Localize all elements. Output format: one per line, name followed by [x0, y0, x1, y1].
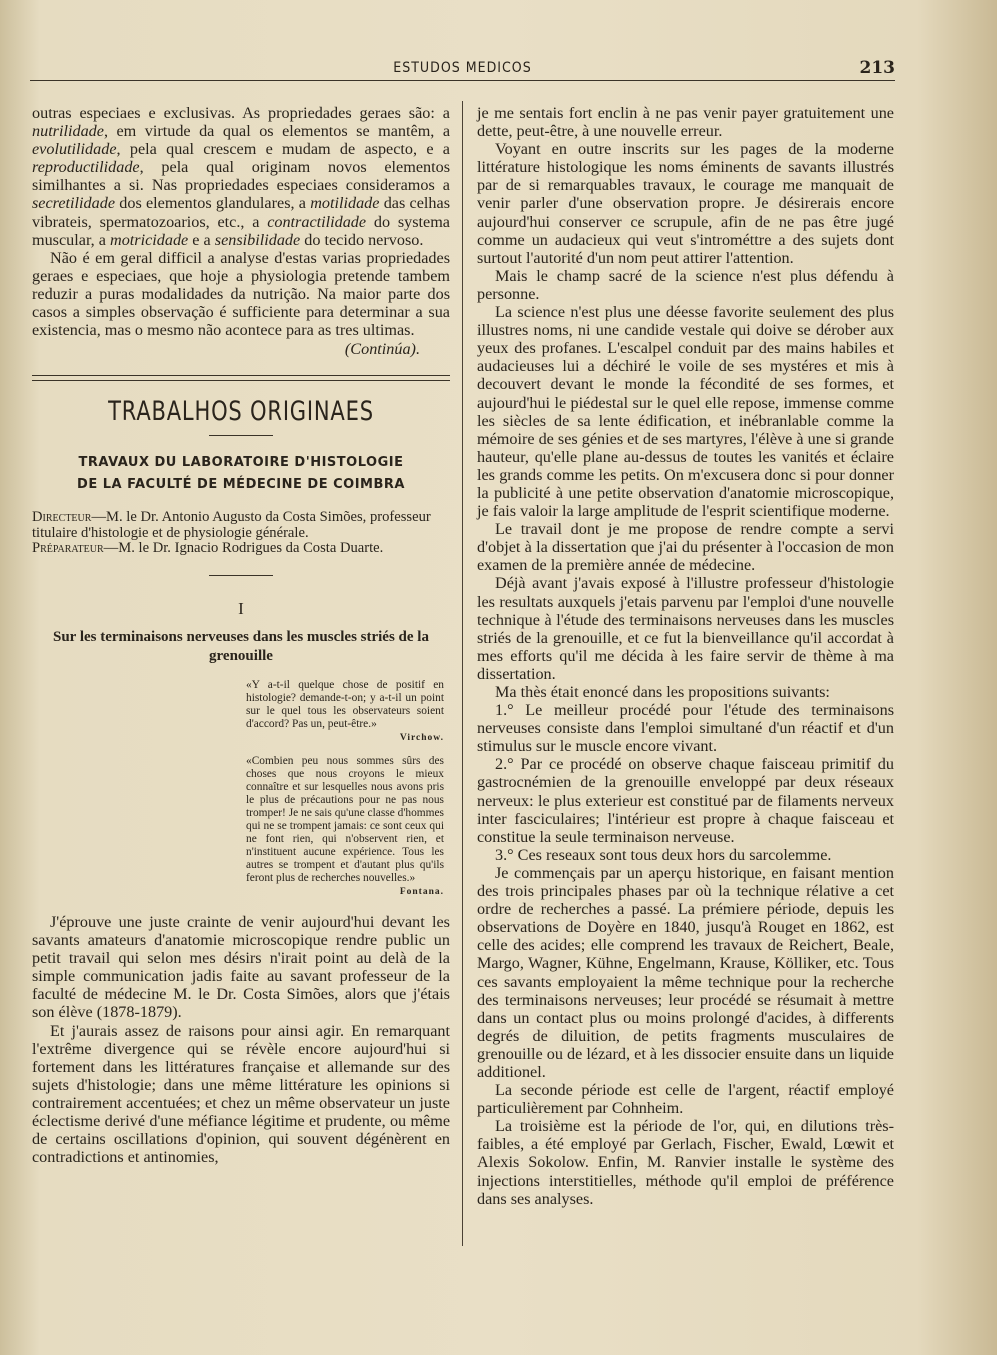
right-column — [477, 104, 894, 1208]
page-header — [30, 58, 895, 81]
page-number: 213 — [859, 58, 895, 78]
paragraph: La seconde période est celle de l'argent, réactif employé particulièrement par Cohnheim. — [477, 1081, 894, 1118]
proposition-1: 1.° Le meilleur procédé pour l'étude des terminaisons nerveuses consiste dans l'emploi simultané d'un réactif et d'un stimulus sur le muscle encore vivant. — [477, 701, 894, 756]
paragraph: La troisième est la période de l'or, qui, en dilutions très-faibles, a été employé par Gerlach, Fischer, Ewald, Lœwit et Alexis Sokolow. Enfin, M. Ranvier installe le système des injections interstitielles, méthode qu'il emploi de préférence dans ses analyses. — [477, 1117, 894, 1208]
director-line: Directeur—M. le Dr. Antonio Augusto da Costa Simões, professeur titulaire d'histologie et de physiologie générale. — [32, 509, 431, 541]
laboratory-subtitle: TRAVAUX DU LABORATOIRE D'HISTOLOGIE DE LA FACULTÉ DE MÉDECINE DE COIMBRA — [77, 455, 405, 493]
chapter-number: I — [238, 598, 244, 618]
running-title: ESTUDOS MEDICOS — [393, 60, 532, 76]
paragraph: Déjà avant j'avais exposé à l'illustre professeur d'histologie les resultats auxquels j'etais parvenu par l'emploi d'une nouvelle technique à l'étude des terminaisons nerveuses dans les muscles striés de la grenouille, et ce fut la bienveillance qu'il accordat à mes efforts qu'il me décida à les faire servir de thème à ma dissertation. — [477, 574, 894, 683]
proposition-3: 3.° Ces reseaux sont tous deux hors du sarcolemme. — [495, 845, 832, 864]
staff-rule — [209, 575, 273, 576]
title-rule — [209, 435, 273, 436]
paragraph-analysis: Não é em geral difficil a analyse d'estas varias propriedades geraes e especiaes, que hoje a physiologia pretende tambem reduzir a puras modalidades da nutrição. Na maior parte dos casos a simples observação é sufficiente para determinar a sua existencia, mas o mesmo não acontece para as tres ultimas. — [32, 248, 450, 340]
section-separator — [32, 375, 450, 381]
paragraph: Le travail dont je me propose de rendre compte a servi d'objet à la dissertation que j'ai du présenter à l'occasion de mon examen de la première année de médecine. — [477, 520, 894, 575]
column-divider — [462, 101, 463, 1246]
epigraph-author: Virchow. — [399, 733, 444, 743]
paragraph: La science n'est plus une déesse favorite seulement des plus illustres noms, ni une candide vestale qui doive se dérober aux yeux des profanes. L'escalpel conduit par des mains habiles et audacieuses lui a déchiré le voile de ses mystéres et mis à decouvert devant le monde la fécondité de ses formes, et aujourd'hui le piédestal sur le quel elle repose, immense comme les siècles de sa lente édification, et inébranlable comme la mémoire de ses génies et de ses martyres, l'élève à une si grande hauteur, qu'elle plane au-dessus de toutes les vanités et éclaire les grands comme les petits. On m'excusera donc si pour donner la publicité à une petite observation d'anatomie microscopique, je fais valoir la large amplitude de l'esprit scientifique moderne. — [477, 303, 894, 521]
preparateur-line: Préparateur—M. le Dr. Ignacio Rodrigues da Costa Duarte. — [32, 540, 384, 557]
continua-note: (Continúa). — [344, 340, 420, 359]
article-title: Sur les terminaisons nerveuses dans les muscles striés de la grenouille — [53, 629, 429, 664]
paragraph: Je commençais par un aperçu historique, en faisant mention des trois principales phases par où la technique rélative a cet ordre de recherches a passé. La prémiere période, depuis les observations de Doyère en 1840, jusqu'à Rouget en 1862, est celle des acides; elle comprend les travaux de Reichert, Beale, Margo, Wagner, Kühne, Engelmann, Krause, Kölliker, etc. Tous ces savants employaient la même technique pour la recherche des terminaisons nerveuses; leur procédé se résumait à mettre dans un contact plus ou moins prolongé d'acides, à differents degrés de diluition, de petits fragments musculaires de grenouille ou de lézard, et à les dissocier ensuite dans un liquide additionel. — [477, 863, 894, 1081]
staff-credits — [32, 510, 450, 557]
section-title: TRABALHOS ORIGINAES — [108, 396, 374, 428]
paragraph: Mais le champ sacré de la science n'est plus défendu à personne. — [477, 266, 894, 303]
paragraph-intro: J'éprouve une juste crainte de venir aujourd'hui devant les savants amateurs d'anatomie microscopique rendre public un petit travail qui selon mes désirs n'irait point au delà de la simple communication jadis faite au savant professeur de la faculté de médecine M. le Dr. Costa Simões, alors que j'étais son élève (1878-1879). — [32, 913, 450, 1022]
epigraph-virchow: «Y a-t-il quelque chose de positif en histologie? demande-t-on; y a-t-il un point sur le quel tous les observateurs soient d'accord? Pas un, peut-être.» Virchow. — [246, 679, 444, 743]
paragraph: Ma thès était enoncé dans les propositions suivants: — [495, 683, 830, 701]
epigraph-fontana: «Combien peu nous sommes sûrs des choses que nous croyons le mieux connaître et sur lesquelles nous avons pris le plus de précautions pour ne pas nous tromper! Je ne sais qu'une classe d'hommes qui ne se trompent jamais: ce sont ceux qui ne font rien, qui n'observent rien, et n'instituent aucune expérience. Tous les autres se trompent et d'autant plus qu'ils feront plus de recherches nouvelles.» Fontana. — [246, 755, 444, 897]
paragraph: je me sentais fort enclin à ne pas venir payer gratuitement une dette, peut-être, à une nouvelle erreur. — [477, 104, 894, 141]
paragraph-properties: outras especiaes e exclusivas. As propriedades geraes são: a nutrilidade, em virtude da qual os elementos se mantêm, a evolutilidade, pela qual crescem e mudam de aspecto, e a reproductilidade, pela qual originam novos elementos similhantes a si. Nas propriedades especiaes consideramos a secretilidade dos elementos glandulares, a motilidade das celhas vibrateis, spermatozoarios, etc., a contractilidade do systema muscular, a motricidade e a sensibilidade do tecido nervoso. — [32, 104, 450, 249]
proposition-2: 2.° Par ce procédé on observe chaque faisceau primitif du gastrocnémien de la grenouille enveloppé par deux réseaux nerveux: le plus exterieur est constitué par de filaments nerveux inter fasciculaires; l'intérieur est propre à chaque faisceau et constitue la seule terminaison nerveuse. — [477, 755, 894, 846]
paragraph: Voyant en outre inscrits sur les pages de la moderne littérature histologique les noms éminents de savants illustrés par de si remarquables travaux, le courage me manquait de venir parler d'une observation propre. Je désirerais encore aujourd'hui conserver ce scrupule, afin de ne pas être jugé comme un audacieux qui veut s'introméttre a des sujets dont surtout l'autorité d'un nom peut attirer l'attention. — [477, 140, 894, 267]
epigraph-author: Fontana. — [399, 887, 444, 897]
paragraph-reasons: Et j'aurais assez de raisons pour ainsi agir. En remarquant l'extrême divergence qui se révèle encore aujourd'hui si fortement dans les littératures française et allemande sur des sujets d'histologie; dans une même littérature les opinions si contrairement accentuées; et chez un même observateur un juste éclectisme derivé d'une méfiance légitime et prudente, ou même de certains oscillations d'opinion, qui souvent dégénèrent en contradictions et antinomies, — [32, 1021, 450, 1167]
left-column — [32, 104, 450, 1166]
